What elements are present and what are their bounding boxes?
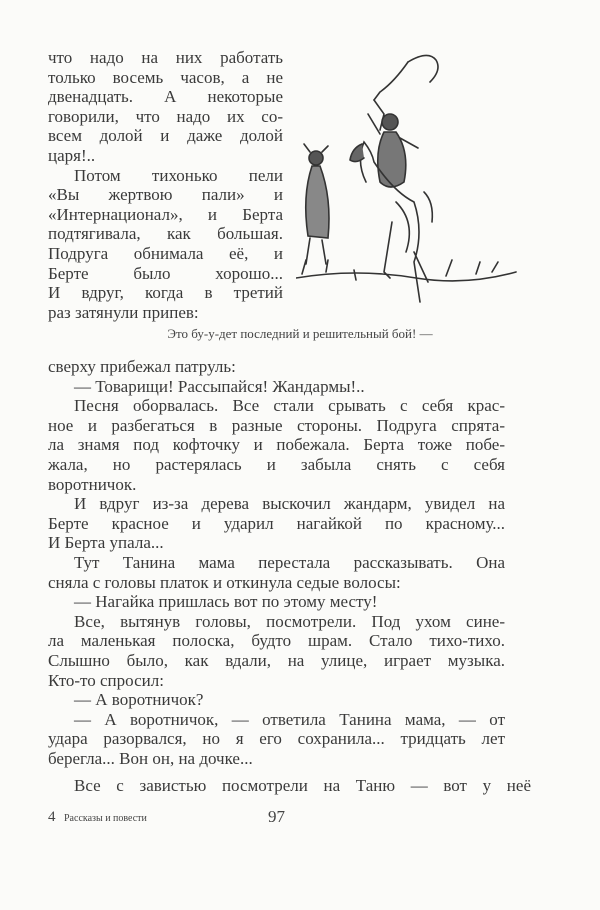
text-line: Берте было хорошо... [48,263,283,283]
text-line: воротничок. [48,474,137,494]
footer-signature [48,809,147,826]
text-line: И Берта упала... [48,533,164,553]
illustration-horseman-and-girl [296,52,518,314]
text-line: раз затянули припев: [48,302,199,322]
text-line: говорили, что надо их со- [48,106,283,126]
text-line: только восемь часов, а не [48,67,283,87]
text-line: «Вы жертвою пали» и [48,185,283,205]
song-caption: Это бу-у-дет последний и решительный бой! — [167,326,433,341]
text-line: — А воротничок? [74,690,204,710]
text-line: «Интернационал», и Берта [48,204,283,224]
text-line: сняла с головы платок и откинула седые волосы: [48,572,401,592]
text-line: берегла... Вон он, на дочке... [48,748,253,768]
text-line: ное и разбегаться в разные стороны. Подруга спрята- [48,415,505,435]
final-line: Все с завистью посмотрели на Таню — вот у неё [74,776,531,795]
text-line: Подруга обнимала её, и [48,243,283,263]
lower-text-column [48,357,505,768]
text-line: Все, вытянув головы, посмотрели. Под ухом сине- [74,611,505,631]
text-line: ла знамя под кофточку и побежала. Берта тоже побе- [48,435,505,455]
text-line: Тут Танина мама перестала рассказывать. Она [74,552,505,572]
text-line: Слышно было, как вдали, на улице, играет музыка. [48,650,505,670]
text-line: И вдруг из-за дерева выскочил жандарм, увидел на [74,494,505,514]
text-line: Берте красное и ударил нагайкой по красному... [48,513,505,533]
text-line: что надо на них работать [48,48,283,67]
text-line: — Товарищи! Рассыпайся! Жандармы!.. [74,376,365,396]
text-line: удара разорвался, но я его сохранила... тридцать лет [48,729,505,749]
text-line: сверху прибежал патруль: [48,357,236,376]
text-line: — Нагайка пришлась вот по этому месту! [74,592,378,612]
text-line: Кто-то спросил: [48,670,164,690]
text-line: Потом тихонько пели [74,165,283,185]
text-line: всем долой и даже долой [48,126,283,146]
page-number: 97 [268,807,285,826]
signature-title: Рассказы и повести [64,813,147,824]
text-line: царя!.. [48,145,96,165]
text-line: подтягивала, как большая. [48,224,283,244]
signature-number: 4 [48,809,56,825]
text-line: жала, но растерялась и забыла снять с себя [48,454,505,474]
text-line: — А воротничок, — ответила Танина мама, — от [74,709,505,729]
text-line: ла маленькая полоска, будто шрам. Стало тихо-тихо. [48,631,505,651]
text-line: Песня оборвалась. Все стали срывать с себя крас- [74,396,505,416]
text-line: И вдруг, когда в третий [48,283,283,303]
text-line: двенадцать. А некоторые [48,87,283,107]
upper-text-column [48,48,283,322]
